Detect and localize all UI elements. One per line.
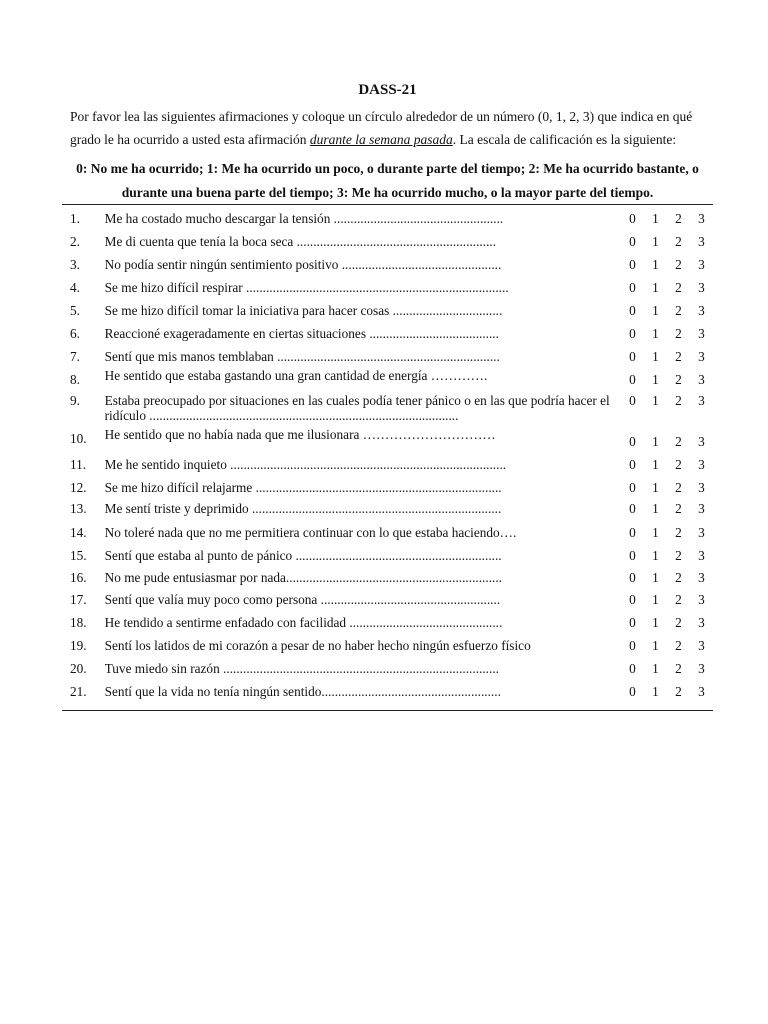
table-row <box>62 387 713 423</box>
rating-option-1[interactable]: 1 <box>652 684 659 699</box>
rating-option-2[interactable]: 2 <box>675 393 682 408</box>
rating-options <box>621 525 713 540</box>
rating-option-1[interactable]: 1 <box>652 257 659 272</box>
rating-option-2[interactable]: 2 <box>675 434 682 449</box>
rating-option-0[interactable]: 0 <box>629 548 636 563</box>
rating-option-0[interactable]: 0 <box>629 570 636 585</box>
table-row <box>62 226 713 249</box>
item-text: Sentí que estaba al punto de pánico .............................................................. <box>104 548 502 563</box>
item-number: 15. <box>70 548 87 563</box>
item-number: 17. <box>70 592 87 607</box>
table-row <box>62 272 713 295</box>
rating-option-3[interactable]: 3 <box>698 326 705 341</box>
rating-option-2[interactable]: 2 <box>675 548 682 563</box>
item-text: Me he sentido inquieto ................................................................................... <box>104 457 507 472</box>
item-number: 1. <box>70 211 80 226</box>
table-row <box>62 205 713 226</box>
item-text: Sentí que mis manos temblaban ................................................................... <box>104 349 500 364</box>
rating-option-3[interactable]: 3 <box>698 592 705 607</box>
table-row <box>62 540 713 563</box>
rating-option-1[interactable]: 1 <box>652 372 659 387</box>
rating-option-2[interactable]: 2 <box>675 525 682 540</box>
rating-option-3[interactable]: 3 <box>698 393 705 408</box>
rating-options <box>621 257 713 272</box>
rating-option-1[interactable]: 1 <box>652 434 659 449</box>
rating-option-1[interactable]: 1 <box>652 615 659 630</box>
table-row <box>62 653 713 676</box>
rating-options <box>621 548 713 563</box>
rating-option-0[interactable]: 0 <box>629 480 636 495</box>
rating-option-1[interactable]: 1 <box>652 501 659 516</box>
rating-option-2[interactable]: 2 <box>675 615 682 630</box>
item-number: 2. <box>70 234 80 249</box>
rating-option-0[interactable]: 0 <box>629 661 636 676</box>
rating-option-1[interactable]: 1 <box>652 303 659 318</box>
rating-option-3[interactable]: 3 <box>698 615 705 630</box>
rating-option-1[interactable]: 1 <box>652 349 659 364</box>
rating-option-3[interactable]: 3 <box>698 234 705 249</box>
rating-option-3[interactable]: 3 <box>698 303 705 318</box>
item-text: Estaba preocupado por situaciones en las cuales podía tener pánico o en las que podría hacer el ridículo ............................................................................................. <box>104 393 610 423</box>
rating-option-1[interactable]: 1 <box>652 326 659 341</box>
item-text: He tendido a sentirme enfadado con facilidad .............................................. <box>104 615 503 630</box>
rating-options <box>621 303 713 318</box>
item-text: He sentido que estaba gastando una gran cantidad de energía …………. <box>104 368 488 383</box>
item-text: Tuve miedo sin razón ................................................................................... <box>104 661 499 676</box>
rating-options <box>621 592 713 607</box>
rating-option-3[interactable]: 3 <box>698 501 705 516</box>
rating-options <box>621 638 713 653</box>
rating-option-2[interactable]: 2 <box>675 349 682 364</box>
item-number: 19. <box>70 638 87 653</box>
rating-option-1[interactable]: 1 <box>652 457 659 472</box>
item-number: 20. <box>70 661 87 676</box>
rating-options <box>621 570 713 585</box>
rating-option-1[interactable]: 1 <box>652 393 659 408</box>
rating-scale: 0: No me ha ocurrido; 1: Me ha ocurrido un poco, o durante parte del tiempo; 2: Me ha ocurrido bastante, o durante una buena parte del tiempo; 3: Me ha ocurrido mucho, o la mayor parte del tiempo. <box>76 161 699 200</box>
rating-option-1[interactable]: 1 <box>652 661 659 676</box>
instructions-text-end: . La escala de calificación es la siguiente: <box>452 132 677 147</box>
table-row <box>62 423 713 449</box>
rating-option-2[interactable]: 2 <box>675 280 682 295</box>
rating-options <box>621 368 713 387</box>
rating-option-0[interactable]: 0 <box>629 211 636 226</box>
rating-option-2[interactable]: 2 <box>675 211 682 226</box>
table-row <box>62 364 713 387</box>
rating-option-1[interactable]: 1 <box>652 525 659 540</box>
rating-option-1[interactable]: 1 <box>652 548 659 563</box>
item-text: Se me hizo difícil respirar ............................................................................... <box>104 280 509 295</box>
item-number: 9. <box>70 393 80 408</box>
rating-option-3[interactable]: 3 <box>698 548 705 563</box>
item-text: Se me hizo difícil tomar la iniciativa para hacer cosas ................................. <box>104 303 503 318</box>
rating-options <box>621 280 713 295</box>
rating-option-1[interactable]: 1 <box>652 234 659 249</box>
item-text: Me sentí triste y deprimido ........................................................................... <box>104 501 502 516</box>
table-row <box>62 607 713 630</box>
item-number: 8. <box>70 372 80 387</box>
rating-option-3[interactable]: 3 <box>698 570 705 585</box>
table-row <box>62 630 713 653</box>
dass-21-form <box>62 82 713 711</box>
table-row <box>62 495 713 516</box>
item-list <box>62 205 713 710</box>
item-text: Sentí que la vida no tenía ningún sentido...................................................... <box>104 684 501 699</box>
item-text: Sentí los latidos de mi corazón a pesar de no haber hecho ningún esfuerzo físico <box>104 638 531 653</box>
rating-option-3[interactable]: 3 <box>698 684 705 699</box>
rating-options <box>621 615 713 630</box>
rating-option-0[interactable]: 0 <box>629 684 636 699</box>
rating-option-1[interactable]: 1 <box>652 480 659 495</box>
rating-option-2[interactable]: 2 <box>675 480 682 495</box>
table-row <box>62 563 713 585</box>
item-text: Me ha costado mucho descargar la tensión ................................................... <box>104 211 504 226</box>
rating-option-0[interactable]: 0 <box>629 592 636 607</box>
rating-option-3[interactable]: 3 <box>698 434 705 449</box>
rating-option-2[interactable]: 2 <box>675 638 682 653</box>
rating-option-2[interactable]: 2 <box>675 570 682 585</box>
item-number: 4. <box>70 280 80 295</box>
item-number: 7. <box>70 349 80 364</box>
item-number: 14. <box>70 525 87 540</box>
rating-option-2[interactable]: 2 <box>675 661 682 676</box>
table-row <box>62 472 713 495</box>
item-text: Se me hizo difícil relajarme .......................................................................... <box>104 480 502 495</box>
rating-option-2[interactable]: 2 <box>675 234 682 249</box>
rating-options <box>621 349 713 364</box>
item-text: Reaccioné exageradamente en ciertas situaciones ....................................... <box>104 326 499 341</box>
item-number: 16. <box>70 570 87 585</box>
item-number: 18. <box>70 615 87 630</box>
rating-options <box>621 326 713 341</box>
item-text: He sentido que no había nada que me ilusionara ………………………… <box>104 427 496 442</box>
item-number: 3. <box>70 257 80 272</box>
rating-option-2[interactable]: 2 <box>675 457 682 472</box>
rating-option-0[interactable]: 0 <box>629 434 636 449</box>
item-number: 10. <box>70 431 87 446</box>
rating-option-0[interactable]: 0 <box>629 280 636 295</box>
rating-option-2[interactable]: 2 <box>675 684 682 699</box>
rating-option-3[interactable]: 3 <box>698 638 705 653</box>
item-text: No me pude entusiasmar por nada................................................................. <box>104 570 502 585</box>
item-number: 21. <box>70 684 87 699</box>
item-text: No podía sentir ningún sentimiento positivo ................................................ <box>104 257 502 272</box>
rating-option-1[interactable]: 1 <box>652 280 659 295</box>
item-text: Me di cuenta que tenía la boca seca ............................................................ <box>104 234 497 249</box>
rating-option-3[interactable]: 3 <box>698 257 705 272</box>
item-number: 5. <box>70 303 80 318</box>
rating-options <box>621 661 713 676</box>
item-text: No toleré nada que no me permitiera continuar con lo que estaba haciendo…. <box>104 525 517 540</box>
rating-option-2[interactable]: 2 <box>675 326 682 341</box>
rating-option-3[interactable]: 3 <box>698 525 705 540</box>
rating-option-2[interactable]: 2 <box>675 592 682 607</box>
table-row <box>62 516 713 540</box>
rating-option-3[interactable]: 3 <box>698 280 705 295</box>
rating-option-2[interactable]: 2 <box>675 257 682 272</box>
item-number: 12. <box>70 480 87 495</box>
rating-options <box>621 211 713 226</box>
rating-option-3[interactable]: 3 <box>698 372 705 387</box>
table-row <box>62 449 713 472</box>
rating-option-0[interactable]: 0 <box>629 326 636 341</box>
table-row <box>62 249 713 272</box>
item-number: 6. <box>70 326 80 341</box>
rating-option-0[interactable]: 0 <box>629 615 636 630</box>
rating-option-0[interactable]: 0 <box>629 257 636 272</box>
instructions-emphasis: durante la semana pasada <box>309 132 453 147</box>
page-title: DASS-21 <box>358 82 417 98</box>
rating-option-3[interactable]: 3 <box>698 480 705 495</box>
table-row <box>62 676 713 710</box>
rating-options <box>621 457 713 472</box>
rating-option-1[interactable]: 1 <box>652 211 659 226</box>
rating-option-3[interactable]: 3 <box>698 661 705 676</box>
rating-option-0[interactable]: 0 <box>629 349 636 364</box>
rating-option-0[interactable]: 0 <box>629 501 636 516</box>
rating-options <box>621 501 713 516</box>
rating-option-0[interactable]: 0 <box>629 525 636 540</box>
item-number: 13. <box>70 501 87 516</box>
rating-option-0[interactable]: 0 <box>629 372 636 387</box>
instructions <box>62 105 713 151</box>
item-text: Sentí que valía muy poco como persona ...................................................... <box>104 592 501 607</box>
rating-option-1[interactable]: 1 <box>652 570 659 585</box>
rating-option-2[interactable]: 2 <box>675 501 682 516</box>
table-row <box>62 318 713 341</box>
table-bottom-rule <box>62 710 713 711</box>
instructions-text: Por favor lea las siguientes afirmaciones y coloque un círculo alrededor de un número (0, 1, 2, 3) que indica en qué grado le ha ocurrido a usted esta afirmación <box>70 109 693 147</box>
table-row <box>62 295 713 318</box>
rating-option-3[interactable]: 3 <box>698 457 705 472</box>
rating-options <box>621 393 713 408</box>
rating-option-0[interactable]: 0 <box>629 638 636 653</box>
rating-option-1[interactable]: 1 <box>652 638 659 653</box>
table-row <box>62 341 713 364</box>
rating-option-0[interactable]: 0 <box>629 303 636 318</box>
rating-option-1[interactable]: 1 <box>652 592 659 607</box>
rating-options <box>621 684 713 699</box>
table-row <box>62 585 713 607</box>
rating-option-0[interactable]: 0 <box>629 234 636 249</box>
rating-option-3[interactable]: 3 <box>698 211 705 226</box>
rating-options <box>621 427 713 449</box>
rating-option-3[interactable]: 3 <box>698 349 705 364</box>
rating-option-2[interactable]: 2 <box>675 303 682 318</box>
rating-option-0[interactable]: 0 <box>629 393 636 408</box>
item-number: 11. <box>70 457 87 472</box>
rating-option-2[interactable]: 2 <box>675 372 682 387</box>
rating-option-0[interactable]: 0 <box>629 457 636 472</box>
rating-options <box>621 480 713 495</box>
rating-options <box>621 234 713 249</box>
